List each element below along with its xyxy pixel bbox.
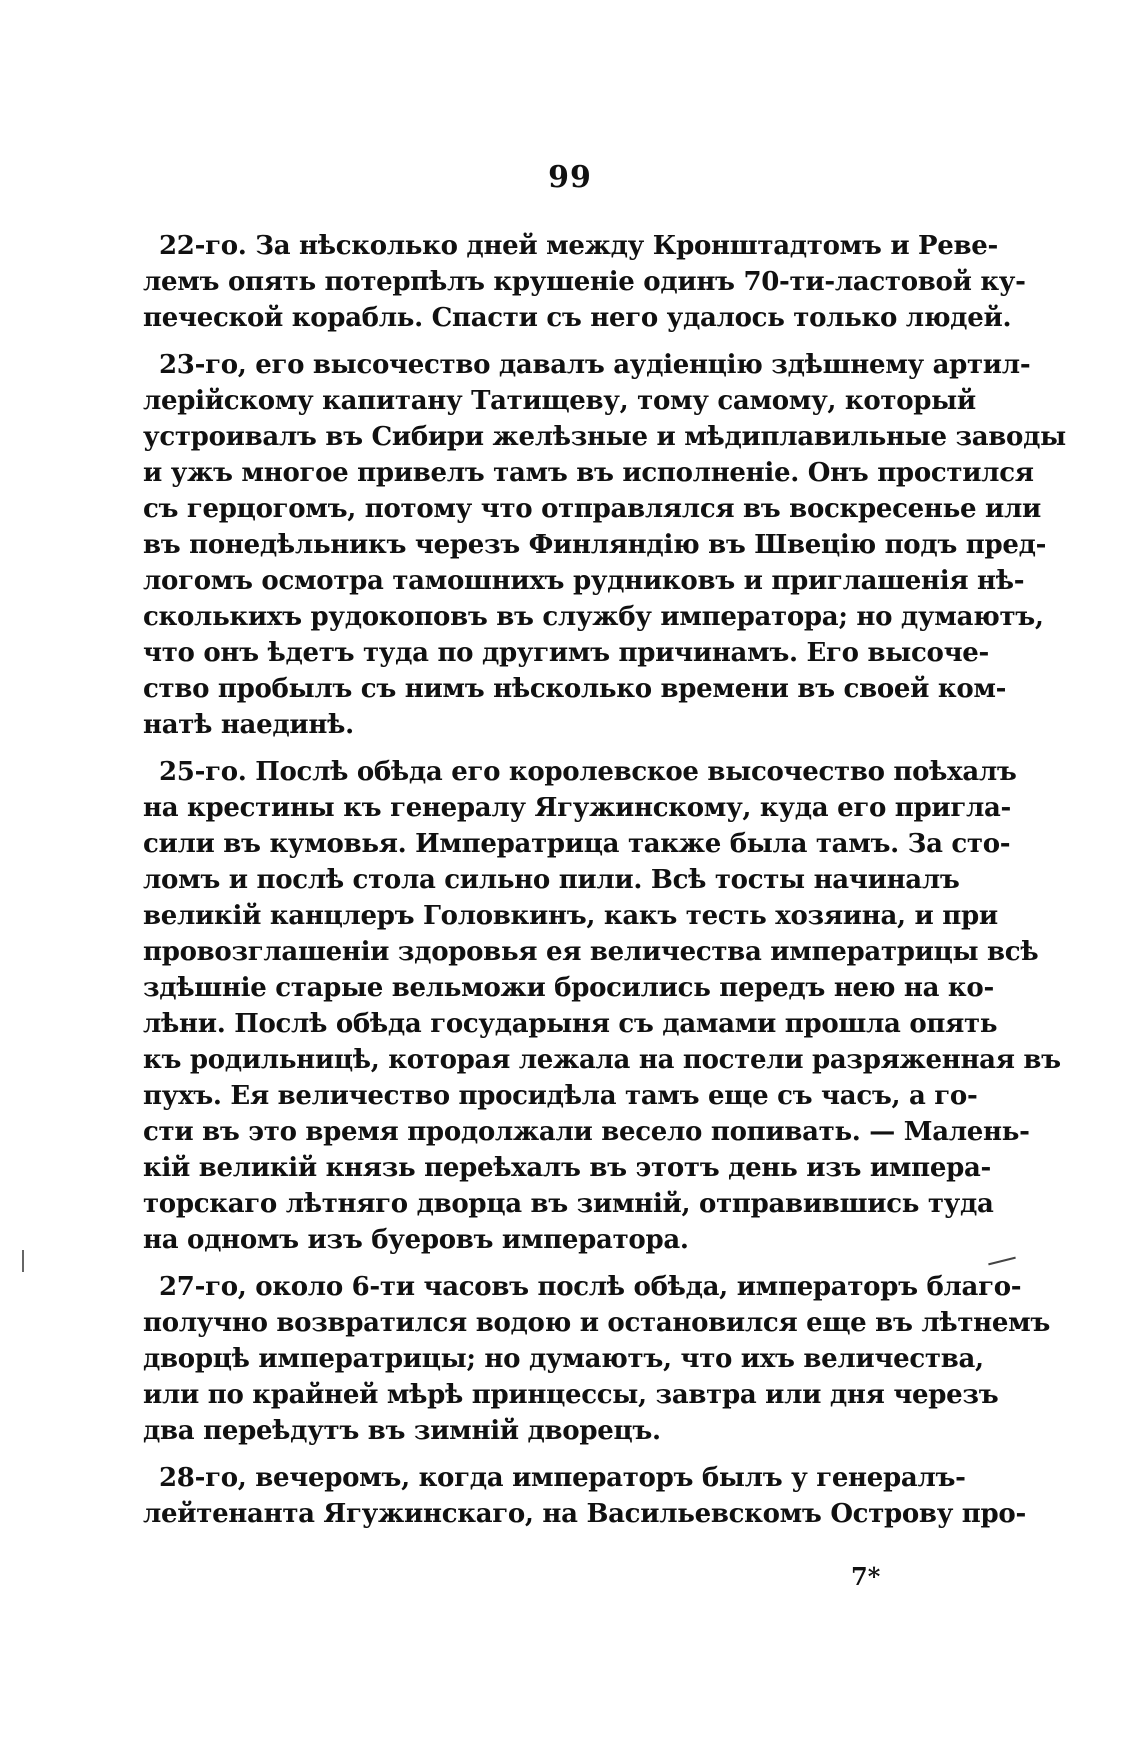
pencil-mark [988,1257,1016,1266]
text-line: на одномъ изъ буеровъ императора. [143,1225,689,1255]
text-line: 22-го. За нѣсколько дней между Кронштадтомъ и Реве- [159,231,999,261]
page-number: 99 [548,160,592,195]
paragraph [143,1460,1026,1532]
text-line: дворцѣ императрицы; но думаютъ, что ихъ величества, [143,1344,984,1374]
text-line: сти въ это время продолжали весело попивать. — Малень- [143,1117,1030,1147]
text-line: 28-го, вечеромъ, когда императоръ былъ у генералъ- [159,1463,966,1493]
paragraph [143,1269,1051,1449]
text-line: сколькихъ рудокоповъ въ службу императора; но думаютъ, [143,602,1044,632]
text-line: къ родильницѣ, которая лежала на постели разряженная въ [143,1045,1061,1075]
paragraph [143,347,1066,743]
text-line: ломъ и послѣ стола сильно пили. Всѣ тосты начиналъ [143,865,960,895]
text-line: печеской корабль. Спасти съ него удалось только людей. [143,303,1012,333]
paragraph [143,754,1061,1258]
text-line: 23-го, его высочество давалъ аудіенцію здѣшнему артил- [159,350,1031,380]
paragraph-gap [143,1449,943,1460]
text-line: пухъ. Ея величество просидѣла тамъ еще съ часъ, а го- [143,1081,978,1111]
text-line: 27-го, около 6-ти часовъ послѣ обѣда, императоръ благо- [159,1272,1022,1302]
text-line: лѣни. Послѣ обѣда государыня съ дамами прошла опять [143,1009,998,1039]
text-line: здѣшніе старые вельможи бросились передъ нею на ко- [143,973,994,1003]
text-line: на крестины къ генералу Ягужинскому, куда его пригла- [143,793,1012,823]
text-line: въ понедѣльникъ черезъ Финляндію въ Швецію подъ пред- [143,530,1047,560]
text-line: устроивалъ въ Сибири желѣзные и мѣдиплавильные заводы [143,422,1066,452]
text-line: 25-го. Послѣ обѣда его королевское высочество поѣхалъ [159,757,1017,787]
text-line: сили въ кумовья. Императрица также была тамъ. За сто- [143,829,1011,859]
text-line: что онъ ѣдетъ туда по другимъ причинамъ. Его высоче- [143,638,990,668]
paragraph-gap [143,1258,943,1269]
text-line: лерійскому капитану Татищеву, тому самому, который [143,386,976,416]
paragraph-gap [143,336,943,347]
text-line: ство пробылъ съ нимъ нѣсколько времени въ своей ком- [143,674,1007,704]
text-line: съ герцогомъ, потому что отправлялся въ воскресенье или [143,494,1041,524]
text-line: или по крайней мѣрѣ принцессы, завтра или дня черезъ [143,1380,999,1410]
text-line: лейтенанта Ягужинскаго, на Васильевскомъ Острову про- [143,1499,1026,1529]
paragraph-gap [143,743,943,754]
text-line: провозглашеніи здоровья ея величества императрицы всѣ [143,937,1039,967]
paragraph [143,228,1026,336]
page-body-text [143,228,1066,1532]
text-line: великій канцлеръ Головкинъ, какъ тесть хозяина, и при [143,901,998,931]
text-line: кій великій князь переѣхалъ въ этотъ день изъ импера- [143,1153,992,1183]
text-line: два переѣдутъ въ зимній дворецъ. [143,1416,661,1446]
margin-mark [22,1250,24,1272]
text-line: и ужъ многое привелъ тамъ въ исполненіе. Онъ простился [143,458,1034,488]
text-line: логомъ осмотра тамошнихъ рудниковъ и приглашенія нѣ- [143,566,1025,596]
printer-signature-mark: 7* [851,1562,881,1591]
text-line: торскаго лѣтняго дворца въ зимній, отправившись туда [143,1189,994,1219]
text-line: натѣ наединѣ. [143,710,354,740]
text-line: получно возвратился водою и остановился еще въ лѣтнемъ [143,1308,1051,1338]
text-line: лемъ опять потерпѣлъ крушеніе одинъ 70-ти-ластовой ку- [143,267,1026,297]
